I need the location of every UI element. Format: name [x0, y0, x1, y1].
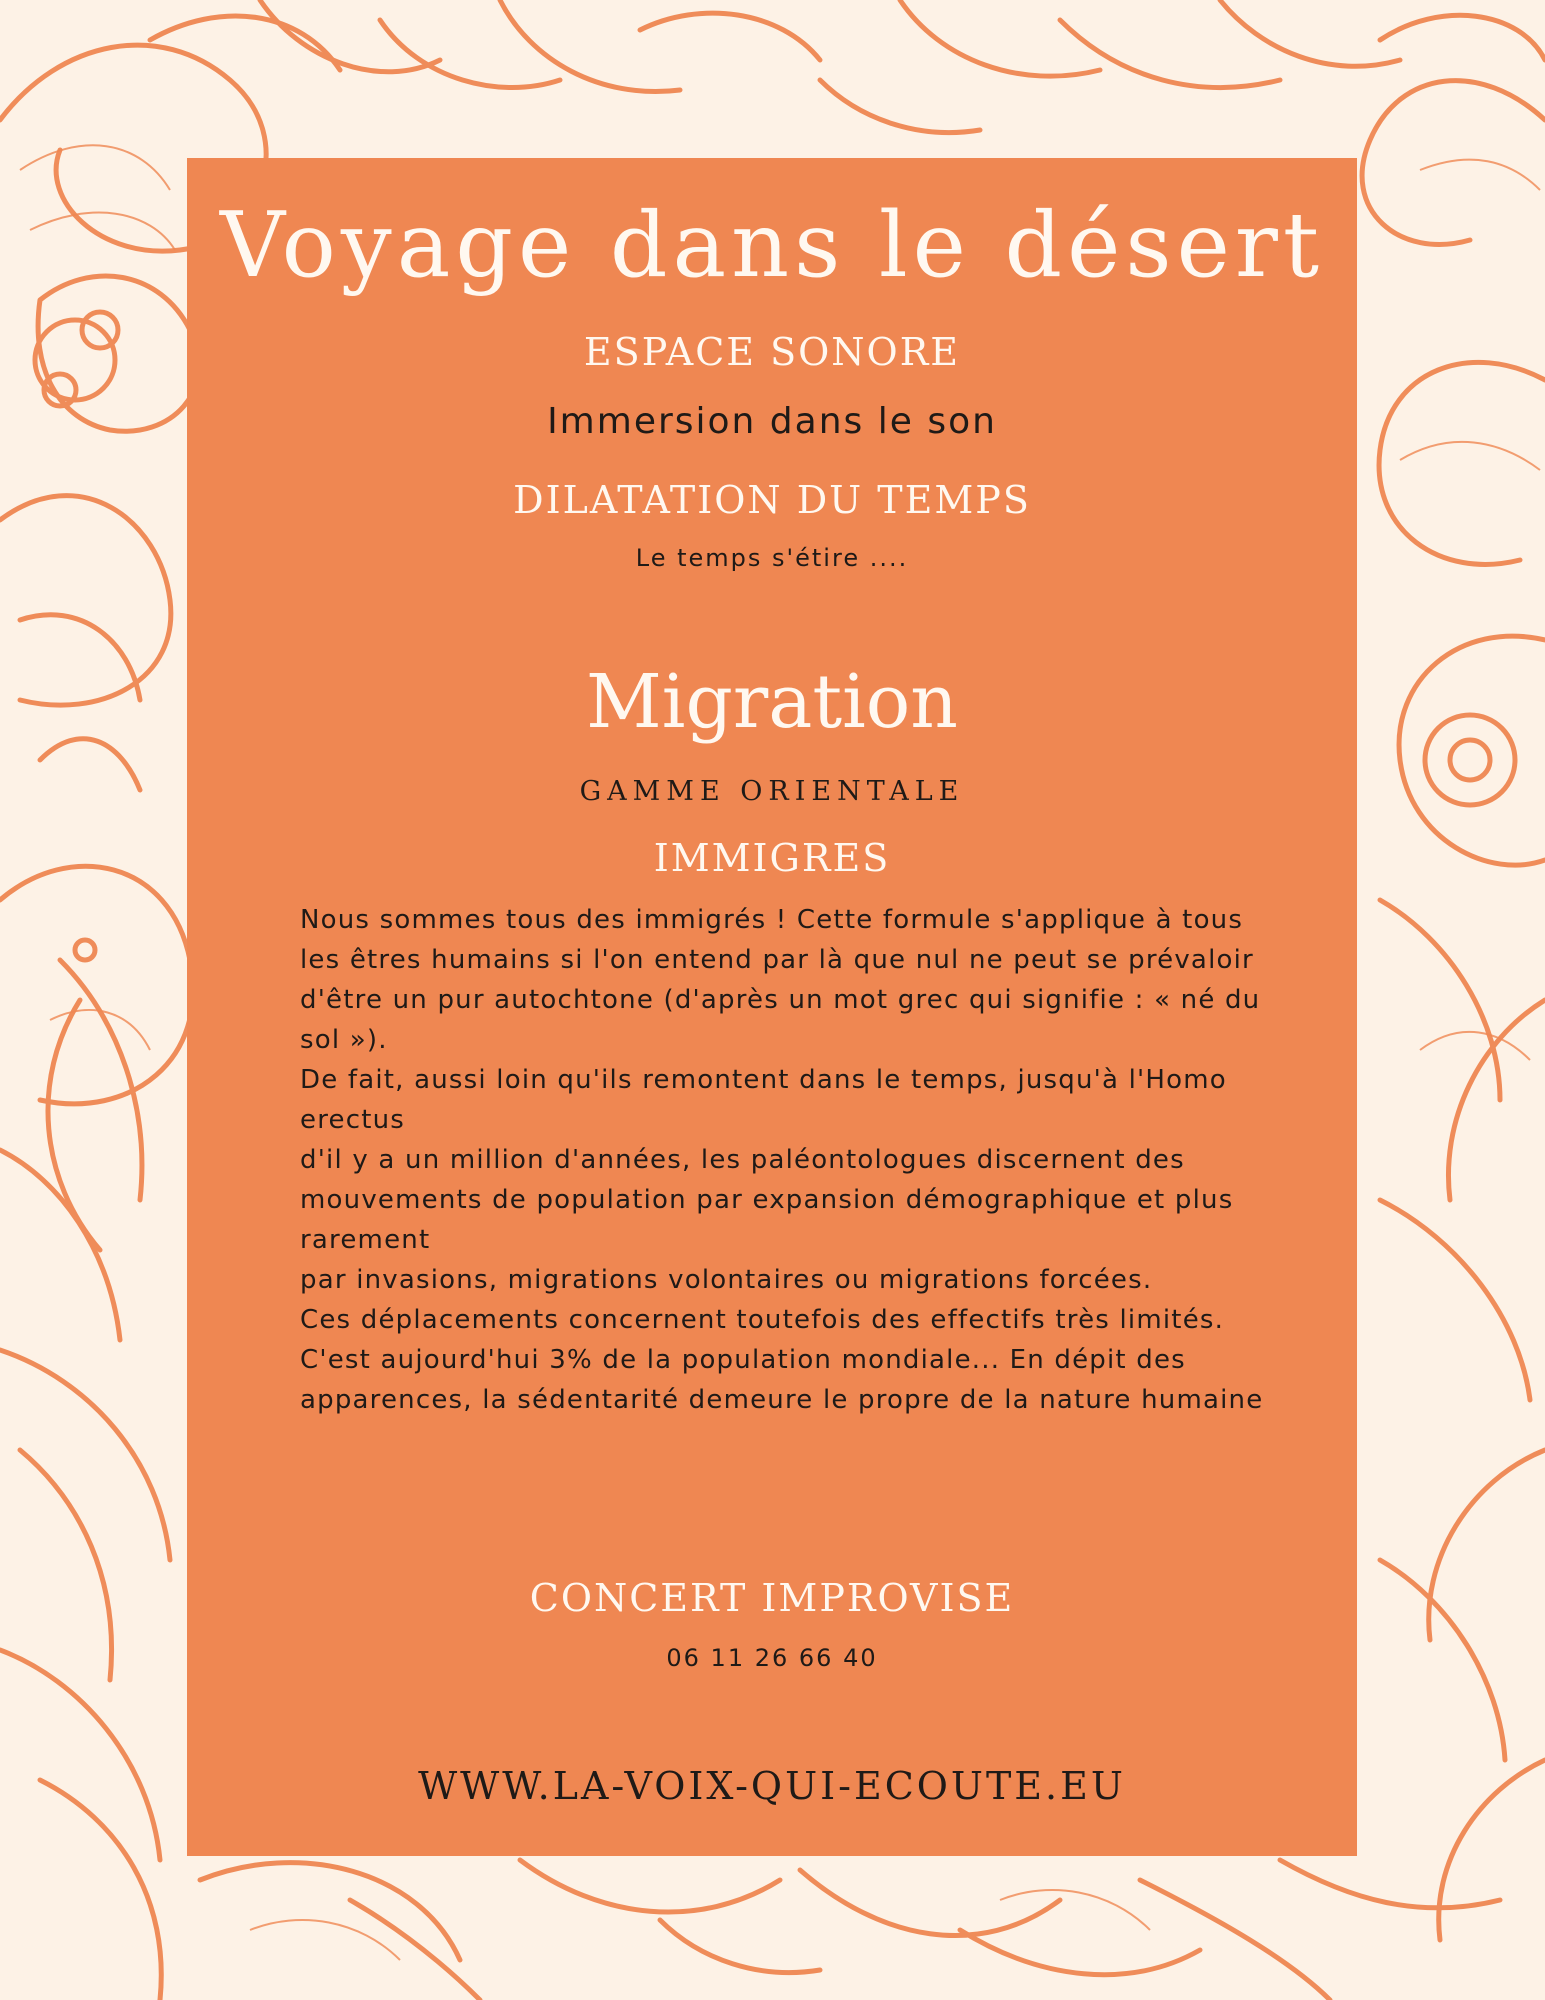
immigres-heading: IMMIGRES	[653, 836, 891, 880]
body-paragraph: Ces déplacements concernent toutefois des effectifs très limités.	[300, 1305, 1225, 1335]
body-paragraph: d'il y a un million d'années, les paléontologues discernent des mouvements de population par expansion démographique et plus rarement	[300, 1145, 1234, 1255]
phone-number: 06 11 26 66 40	[666, 1644, 878, 1672]
website-link[interactable]: WWW.LA-VOIX-QUI-ECOUTE.EU	[418, 1764, 1126, 1808]
dilatation-heading: DILATATION DU TEMPS	[513, 478, 1031, 522]
body-paragraph: De fait, aussi loin qu'ils remontent dans le temps, jusqu'à l'Homo erectus	[300, 1065, 1227, 1135]
migration-heading: Migration	[586, 659, 958, 745]
dilatation-subtitle: Le temps s'étire ....	[635, 544, 909, 572]
body-paragraph: Nous sommes tous des immigrés ! Cette formule s'applique à tous les êtres humains si l'on entend par là que nul ne peut se prévaloir d'être un pur autochtone (d'après un mot grec qui signifie : « né du sol »).	[300, 905, 1261, 1055]
espace-sonore-subtitle: Immersion dans le son	[547, 401, 997, 442]
flyer-title: Voyage dans le désert	[219, 193, 1325, 298]
gamme-orientale-heading: GAMME ORIENTALE	[579, 776, 965, 807]
orange-content-panel	[187, 158, 1357, 1856]
espace-sonore-heading: ESPACE SONORE	[583, 330, 961, 374]
concert-heading: CONCERT IMPROVISE	[529, 1576, 1015, 1620]
body-paragraph: C'est aujourd'hui 3% de la population mondiale... En dépit des apparences, la sédentarité demeure le propre de la nature humaine	[300, 1345, 1264, 1415]
migration-body-text	[300, 900, 1290, 1420]
body-paragraph: par invasions, migrations volontaires ou migrations forcées.	[300, 1265, 1153, 1295]
